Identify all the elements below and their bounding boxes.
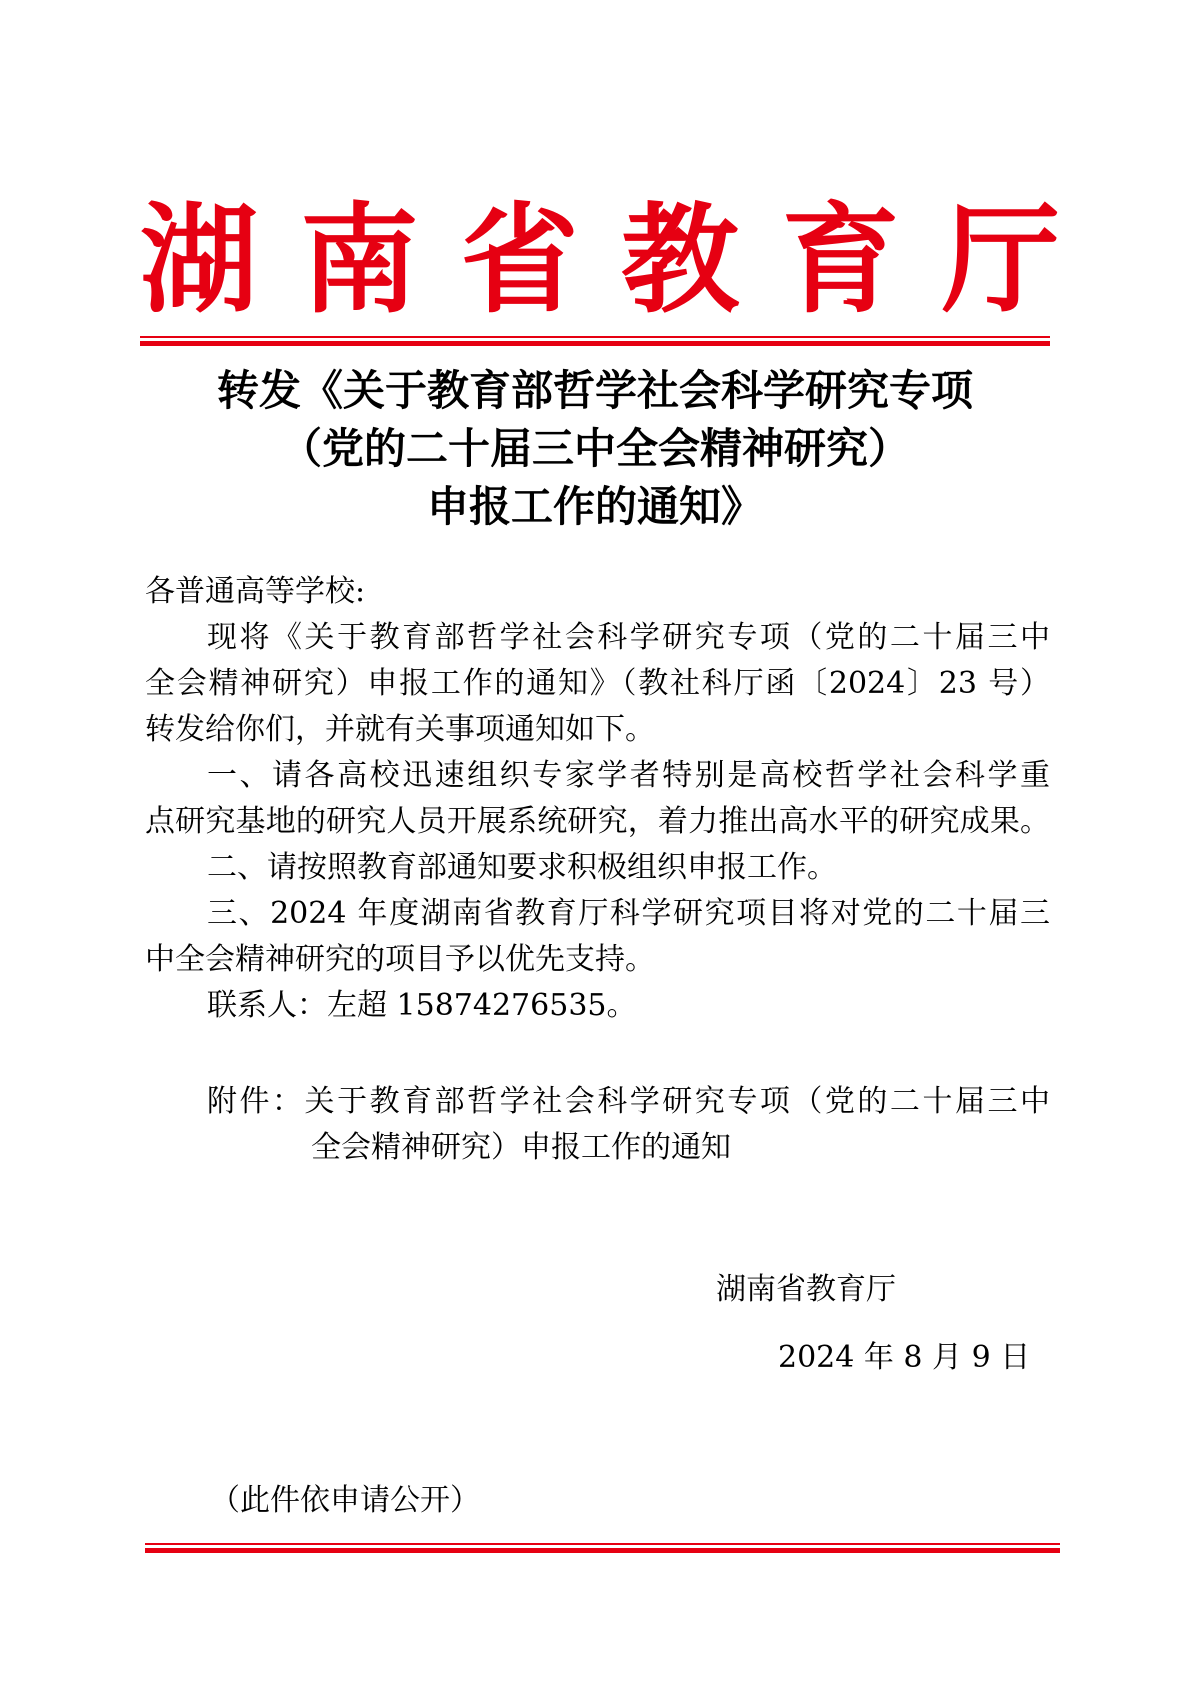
paragraph-4-line-1: 三、2024 年度湖南省教育厅科学研究项目将对党的二十届三 [207,896,1050,931]
attachment-line-2: 全会精神研究）申报工作的通知 [311,1130,731,1165]
agency-char: 教 [621,191,740,329]
agency-char: 省 [460,191,579,329]
paragraph-2-line-2: 点研究基地的研究人员开展系统研究，着力推出高水平的研究成果。 [145,804,1050,839]
attachment-line-1: 附件：关于教育部哲学社会科学研究专项（党的二十届三中 [207,1084,1050,1119]
header-divider-thick [140,341,1050,346]
salutation: 各普通高等学校: [145,574,366,609]
disclosure-note: （此件依申请公开） [210,1483,480,1518]
agency-char: 南 [300,191,419,329]
signature-date: 2024 年 8 月 9 日 [778,1340,1031,1375]
title-line-2: （党的二十届三中全会精神研究） [279,424,910,473]
paragraph-4-line-2: 中全会精神研究的项目予以优先支持。 [145,942,655,977]
agency-char: 湖 [140,191,259,329]
footer-divider-thin [145,1543,1060,1545]
contact-line: 联系人：左超 15874276535。 [207,988,637,1023]
agency-char: 厅 [941,191,1060,329]
signature-org: 湖南省教育厅 [716,1272,896,1307]
paragraph-2-line-1: 一、请各高校迅速组织专家学者特别是高校哲学社会科学重 [207,758,1050,793]
paragraph-3-line-1: 二、请按照教育部通知要求积极组织申报工作。 [207,850,837,885]
title-line-1: 转发《关于教育部哲学社会科学研究专项 [216,366,973,415]
paragraph-1-line-2: 全会精神研究）申报工作的通知》（教社科厅函〔2024〕23 号） [145,666,1050,701]
footer-divider-thick [145,1548,1060,1553]
header-divider-thin [140,336,1050,338]
agency-char: 育 [781,191,900,329]
agency-header [140,190,1060,330]
document-title [140,362,1050,536]
paragraph-1-line-1: 现将《关于教育部哲学社会科学研究专项（党的二十届三中 [207,620,1050,655]
title-line-3: 申报工作的通知》 [426,482,763,531]
paragraph-1-line-3: 转发给你们，并就有关事项通知如下。 [145,712,655,747]
